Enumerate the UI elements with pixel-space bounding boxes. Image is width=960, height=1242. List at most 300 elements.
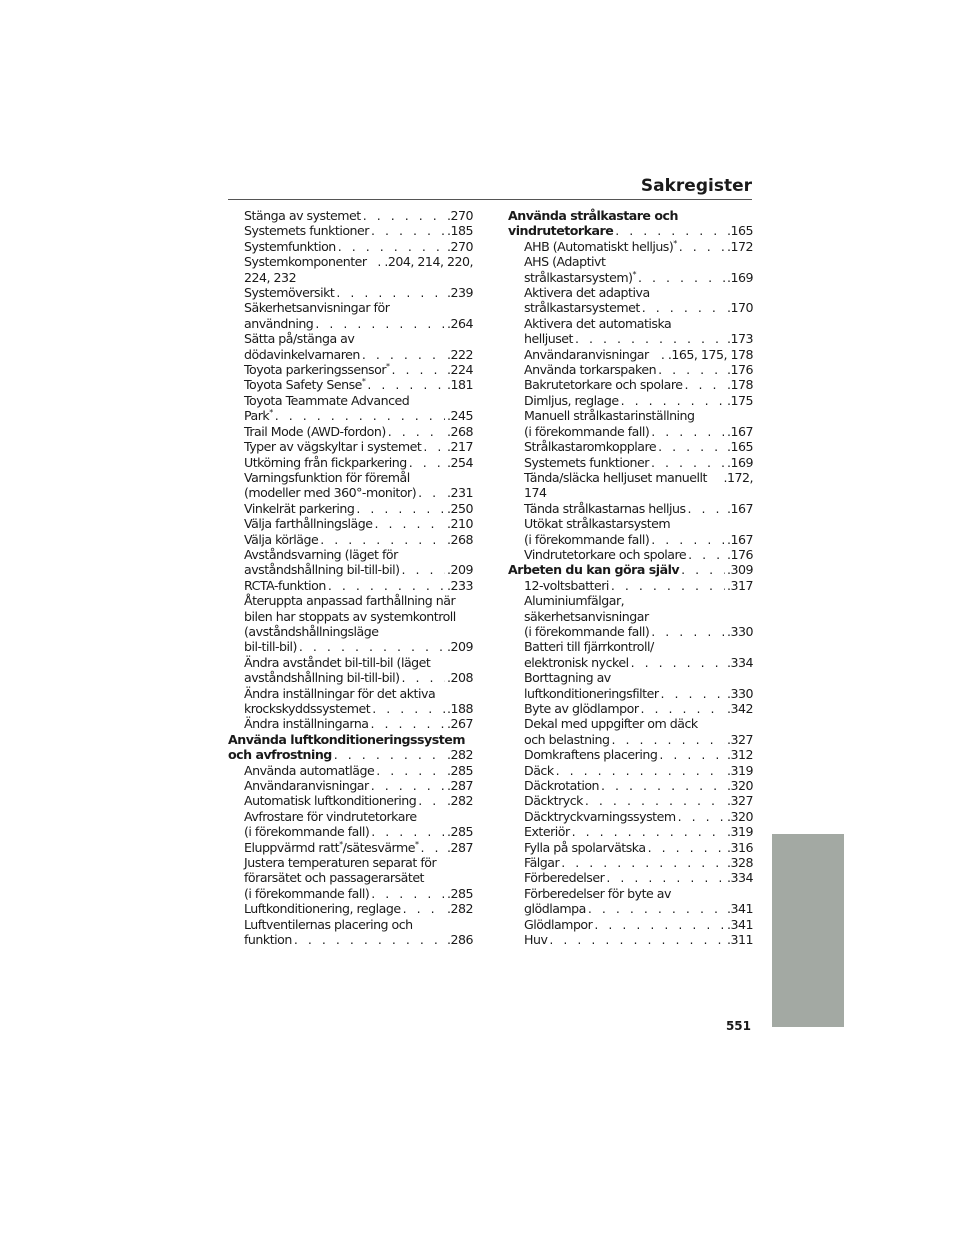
dot-leader [615, 223, 725, 238]
entry-term [244, 840, 419, 855]
index-entry[interactable] [508, 316, 753, 347]
index-entry[interactable] [508, 362, 753, 377]
entry-term [524, 470, 707, 485]
page-reference[interactable]: .250 [446, 500, 473, 516]
entry-row [524, 624, 753, 639]
entry-term [524, 793, 583, 808]
page-reference[interactable]: .167 [726, 423, 753, 439]
dot-leader [371, 824, 445, 839]
entry-term-text: Eluppvärmd ratt [244, 839, 340, 855]
index-entry[interactable] [508, 254, 753, 285]
entry-term [244, 562, 400, 577]
entry-row [524, 362, 753, 377]
page-reference[interactable]: .330 [726, 623, 753, 639]
entry-term-text: Användaranvisningar [244, 778, 369, 794]
page-reference[interactable]: .245 [446, 408, 473, 424]
dot-leader [651, 424, 725, 439]
page-reference[interactable]: .341 [726, 916, 753, 932]
index-entry[interactable] [228, 377, 473, 392]
entry-text-line: Aluminiumfälgar, [524, 593, 625, 609]
page-reference[interactable]: .231 [446, 485, 473, 501]
page-reference[interactable]: .320 [726, 778, 753, 794]
page-reference[interactable]: .311 [726, 932, 753, 948]
index-entry[interactable] [228, 239, 473, 254]
index-column-right [508, 208, 753, 948]
entry-row [524, 732, 753, 747]
dot-leader [612, 732, 725, 747]
entry-text-line: förarsätet och passagerarsätet [244, 870, 425, 886]
dot-leader [681, 562, 725, 577]
entry-term-text: Utkörning från fickparkering [244, 454, 407, 470]
entry-row [244, 763, 473, 778]
page-reference[interactable]: .167 [726, 531, 753, 547]
index-entry[interactable] [228, 516, 473, 531]
footnote-asterisk: * [632, 269, 637, 279]
entry-row [244, 408, 473, 423]
page-reference[interactable]: . .165, 175, 178 [660, 346, 753, 362]
index-entry[interactable] [508, 840, 753, 855]
index-entry[interactable] [228, 809, 473, 840]
entry-term-text: Däcktryckvarningssystem [524, 808, 676, 824]
page-number: 551 [725, 1019, 751, 1033]
index-entry[interactable] [228, 285, 473, 300]
entry-row [524, 439, 753, 454]
index-entry[interactable] [508, 701, 753, 716]
entry-term-text: Välja farthållningsläge [244, 516, 373, 532]
entry-row [524, 424, 753, 439]
index-entry[interactable] [228, 208, 473, 223]
page-reference[interactable]: .176 [726, 546, 753, 562]
index-entry[interactable] [508, 824, 753, 839]
index-entry[interactable] [508, 208, 753, 239]
dot-leader [367, 377, 445, 392]
dot-leader [638, 270, 725, 285]
page-reference[interactable]: .270 [446, 238, 473, 254]
entry-term [244, 424, 386, 439]
entry-term-text: Exteriör [524, 824, 570, 840]
entry-term [244, 824, 369, 839]
dot-leader [338, 239, 445, 254]
entry-row [244, 932, 473, 947]
page-reference[interactable]: .316 [726, 839, 753, 855]
entry-row [524, 870, 753, 885]
entry-term-text: Typer av vägskyltar i systemet [244, 439, 422, 455]
page-reference[interactable]: .320 [726, 808, 753, 824]
dot-leader [658, 439, 725, 454]
page-reference[interactable]: .317 [726, 577, 753, 593]
entry-row [228, 747, 473, 762]
page-reference[interactable]: .287 [446, 778, 473, 794]
dot-leader [556, 763, 725, 778]
index-entry[interactable] [228, 331, 473, 362]
entry-term [524, 732, 610, 747]
entry-row [524, 824, 753, 839]
dot-leader [549, 932, 725, 947]
dot-leader [334, 747, 445, 762]
entry-row [524, 455, 753, 470]
dot-leader [375, 516, 445, 531]
page-reference[interactable]: .178 [726, 377, 753, 393]
page-reference[interactable]: .264 [446, 315, 473, 331]
entry-text-line: Varningsfunktion för föremål [244, 469, 410, 485]
entry-row [524, 239, 753, 254]
index-entry[interactable] [228, 716, 473, 731]
entry-term [524, 270, 636, 285]
entry-term-text: Automatisk luftkonditionering [244, 793, 417, 809]
entry-row [524, 932, 753, 947]
footnote-asterisk: * [415, 839, 419, 849]
page-reference[interactable]: .208 [446, 670, 473, 686]
entry-text-line: Utökat strålkastarsystem [524, 516, 671, 532]
index-entry[interactable] [508, 716, 753, 747]
index-entry[interactable] [228, 901, 473, 916]
entry-term [508, 562, 679, 577]
page-reference[interactable]: .285 [446, 885, 473, 901]
entry-term [244, 285, 334, 300]
index-entry[interactable] [228, 393, 473, 424]
page-reference[interactable]: .285 [446, 824, 473, 840]
dot-leader [601, 778, 725, 793]
index-entry[interactable] [228, 532, 473, 547]
index-entry[interactable] [228, 470, 473, 501]
index-entry[interactable] [228, 547, 473, 578]
entry-row [524, 763, 753, 778]
index-entry[interactable] [508, 470, 753, 501]
entry-term [524, 747, 657, 762]
index-entry[interactable] [508, 347, 753, 362]
index-entry[interactable] [228, 793, 473, 808]
entry-term-text: Systemkomponenter [244, 254, 367, 270]
page-reference[interactable]: .341 [726, 901, 753, 917]
entry-text-line: Manuell strålkastarinställning [524, 408, 695, 424]
page-reference[interactable]: .312 [726, 747, 753, 763]
page-reference[interactable]: .210 [446, 516, 473, 532]
entry-term-text: (i förekommande fall) [524, 423, 650, 439]
entry-term [524, 809, 676, 824]
page-reference[interactable]: .239 [446, 285, 473, 301]
entry-text-line: Säkerhetsanvisningar för [244, 300, 390, 316]
index-entry[interactable] [228, 778, 473, 793]
dot-leader [678, 809, 725, 824]
index-entry[interactable] [228, 593, 473, 655]
entry-term-text: Glödlampor [524, 916, 593, 932]
index-entry[interactable] [508, 793, 753, 808]
entry-term-text: Systemets funktioner [244, 223, 369, 239]
entry-term [524, 331, 573, 346]
entry-term-text: (i förekommande fall) [524, 531, 650, 547]
entry-term-text: Park [244, 408, 270, 424]
index-entry[interactable] [228, 578, 473, 593]
dot-leader [402, 562, 445, 577]
page-reference[interactable]: .188 [446, 701, 473, 716]
page-reference[interactable]: .342 [726, 701, 753, 716]
page-reference[interactable]: .330 [726, 685, 753, 701]
entry-term-text: Systemfunktion [244, 238, 336, 254]
entry-text-line: Avståndsvarning (läget för [244, 546, 398, 562]
page-reference[interactable]: .165 [726, 223, 753, 239]
page-reference[interactable]: .165 [726, 439, 753, 455]
dot-leader [275, 408, 445, 423]
page-reference[interactable]: .327 [726, 731, 753, 747]
dot-leader [631, 655, 725, 670]
index-entry[interactable] [228, 732, 473, 763]
entry-term [244, 485, 416, 500]
entry-text-line: Justera temperaturen separat för [244, 855, 437, 871]
entry-term [244, 932, 292, 947]
index-entry[interactable] [228, 362, 473, 377]
entry-row [244, 701, 473, 716]
entry-term [524, 547, 686, 562]
page-reference[interactable]: .172, [723, 469, 753, 485]
index-entry[interactable] [228, 300, 473, 331]
index-entry[interactable] [508, 516, 753, 547]
index-entry[interactable] [228, 223, 473, 238]
entry-term [244, 578, 326, 593]
entry-term-text: Fälgar [524, 855, 560, 871]
entry-term [244, 347, 360, 362]
entry-row [524, 393, 753, 408]
entry-term [524, 901, 586, 916]
index-entry[interactable] [228, 686, 473, 717]
entry-term [524, 362, 656, 377]
index-entry[interactable] [228, 455, 473, 470]
entry-row [244, 424, 473, 439]
dot-leader [575, 331, 725, 346]
page-reference[interactable]: .170 [726, 300, 753, 316]
page-reference[interactable]: .169 [726, 454, 753, 470]
entry-term-text: helljuset [524, 331, 573, 347]
page-reference[interactable]: .334 [726, 870, 753, 886]
section-thumb-tab [772, 834, 844, 1027]
entry-term [524, 824, 570, 839]
index-entry[interactable] [228, 855, 473, 901]
index-entry[interactable] [228, 424, 473, 439]
entry-term [244, 377, 365, 392]
page-reference[interactable]: .285 [446, 762, 473, 778]
entry-row [244, 254, 473, 269]
entry-row [524, 840, 753, 855]
entry-term-text: Fylla på spolarvätska [524, 839, 646, 855]
index-column-left [228, 208, 473, 948]
page-reference[interactable]: .185 [446, 223, 473, 239]
index-entry[interactable] [228, 439, 473, 454]
dot-leader [320, 532, 445, 547]
page-reference[interactable]: .173 [726, 331, 753, 347]
entry-term [524, 624, 649, 639]
index-entry[interactable] [508, 763, 753, 778]
page-reference[interactable]: .169 [726, 269, 753, 285]
entry-row [244, 716, 473, 731]
entry-term-text: Toyota Safety Sense [244, 377, 362, 393]
entry-row [524, 747, 753, 762]
dot-leader [423, 439, 445, 454]
index-entry[interactable] [508, 886, 753, 917]
index-entry[interactable] [228, 840, 473, 855]
entry-row [524, 532, 753, 547]
index-entry[interactable] [508, 501, 753, 516]
index-entry[interactable] [508, 408, 753, 439]
index-entry[interactable] [508, 639, 753, 670]
index-entry[interactable] [508, 593, 753, 639]
index-entry[interactable] [508, 917, 753, 932]
page-reference[interactable]: .334 [726, 654, 753, 670]
index-entry[interactable] [508, 932, 753, 947]
page-reference[interactable]: .319 [726, 762, 753, 778]
entry-term-text: strålkastarsystem) [524, 269, 633, 285]
page-reference[interactable]: .267 [446, 716, 473, 732]
entry-term-text: Däcktryck [524, 793, 583, 809]
dot-leader [606, 870, 725, 885]
dot-leader [651, 532, 725, 547]
page-reference[interactable]: .328 [726, 855, 753, 871]
entry-row [244, 639, 473, 654]
entry-term-text: RCTA-funktion [244, 577, 326, 593]
entry-term [244, 501, 354, 516]
entry-term [524, 377, 683, 392]
page-reference[interactable]: .175 [726, 392, 753, 408]
entry-term-text: strålkastarsystemet [524, 300, 640, 316]
page-reference[interactable]: .270 [446, 208, 473, 223]
dot-leader [585, 793, 725, 808]
page-reference[interactable]: .224 [446, 362, 473, 378]
page-reference[interactable]: .209 [446, 639, 473, 655]
index-entry[interactable] [508, 670, 753, 701]
page-reference[interactable]: .222 [446, 346, 473, 362]
entry-term-text: och belastning [524, 731, 610, 747]
dot-leader [363, 208, 445, 223]
index-entry[interactable] [508, 855, 753, 870]
entry-row [244, 239, 473, 254]
dot-leader [421, 840, 445, 855]
entry-term [244, 901, 401, 916]
entry-term-text: Välja körläge [244, 531, 319, 547]
dot-leader [688, 501, 725, 516]
entry-row [524, 547, 753, 562]
index-entry[interactable] [508, 578, 753, 593]
dot-leader [356, 501, 445, 516]
entry-term-text: funktion [244, 932, 292, 948]
entry-term-text: Bakrutetorkare och spolare [524, 377, 683, 393]
entry-row [244, 670, 473, 685]
page-reference[interactable]: .282 [446, 793, 473, 809]
entry-term-text: Vinkelrät parkering [244, 500, 355, 516]
entry-term [524, 701, 639, 716]
entry-term [524, 501, 686, 516]
entry-row [524, 470, 753, 485]
page-reference[interactable]: .209 [446, 562, 473, 578]
entry-term [244, 208, 361, 223]
dot-leader [299, 639, 445, 654]
entry-term [524, 870, 604, 885]
page-reference[interactable]: .181 [446, 377, 473, 393]
entry-term-text: Luftkonditionering, reglage [244, 901, 401, 917]
entry-row [244, 562, 473, 577]
entry-term [244, 408, 273, 423]
dot-leader [392, 362, 445, 377]
entry-term-text: vindrutetorkare [508, 223, 614, 239]
entry-term [524, 393, 619, 408]
entry-term-text: dödavinkelvarnaren [244, 346, 360, 362]
entry-term-text: 12-voltsbatteri [524, 577, 609, 593]
entry-continuation: 224, 232 [244, 269, 297, 285]
dot-leader [594, 917, 725, 932]
entry-row [244, 347, 473, 362]
index-entry[interactable] [228, 917, 473, 948]
index-entry[interactable] [508, 778, 753, 793]
index-entry[interactable] [508, 377, 753, 392]
entry-row [244, 485, 473, 500]
index-entry[interactable] [508, 285, 753, 316]
index-entry[interactable] [508, 870, 753, 885]
entry-row [524, 377, 753, 392]
page-reference[interactable]: .176 [726, 362, 753, 378]
index-entry[interactable] [228, 763, 473, 778]
dot-leader [561, 855, 725, 870]
entry-term-text: (i förekommande fall) [524, 623, 650, 639]
entry-row [524, 331, 753, 346]
page-reference[interactable]: .268 [446, 531, 473, 547]
entry-term [524, 578, 609, 593]
index-entry[interactable] [508, 809, 753, 824]
entry-text-line: Dekal med uppgifter om däck [524, 716, 698, 732]
index-entry[interactable] [508, 747, 753, 762]
footnote-asterisk: * [339, 839, 343, 849]
entry-term [524, 932, 547, 947]
entry-text-line: Använda strålkastare och [508, 208, 678, 223]
index-entry[interactable] [508, 393, 753, 408]
header-divider [228, 199, 752, 200]
dot-leader [621, 393, 725, 408]
index-entry[interactable] [508, 547, 753, 562]
page-reference[interactable]: .254 [446, 454, 473, 470]
page-reference[interactable]: .319 [726, 824, 753, 840]
page-reference[interactable]: .282 [446, 901, 473, 917]
page-reference[interactable]: .286 [446, 932, 473, 948]
page-reference[interactable]: .167 [726, 500, 753, 516]
index-entry[interactable] [508, 439, 753, 454]
page-reference[interactable]: .233 [446, 577, 473, 593]
entry-row [524, 270, 753, 285]
page-reference[interactable]: .327 [726, 793, 753, 809]
index-entry[interactable] [508, 455, 753, 470]
footnote-asterisk: * [386, 362, 390, 372]
index-entry[interactable] [508, 562, 753, 577]
page-reference[interactable]: .268 [446, 423, 473, 439]
entry-row [244, 455, 473, 470]
page-reference[interactable]: .282 [446, 747, 473, 763]
entry-term [524, 763, 554, 778]
entry-term [524, 778, 599, 793]
dot-leader [651, 455, 725, 470]
entry-term [244, 886, 369, 901]
index-entry[interactable] [228, 655, 473, 686]
entry-text-line: AHS (Adaptivt [524, 254, 606, 270]
index-entry[interactable] [228, 501, 473, 516]
page-reference[interactable]: .287 [446, 839, 473, 855]
dot-leader [659, 747, 725, 762]
page-reference[interactable]: .309 [726, 562, 753, 578]
index-entry[interactable] [228, 254, 473, 285]
entry-term [508, 223, 613, 238]
page-reference[interactable]: .217 [446, 439, 473, 455]
entry-term [244, 532, 318, 547]
page-reference[interactable]: .172 [726, 238, 753, 254]
index-entry[interactable] [508, 239, 753, 254]
entry-term-text: avståndshållning bil-till-bil) [244, 670, 400, 686]
dot-leader [371, 716, 445, 731]
entry-row [244, 362, 473, 377]
page-reference[interactable]: . .204, 214, 220, [377, 254, 473, 270]
